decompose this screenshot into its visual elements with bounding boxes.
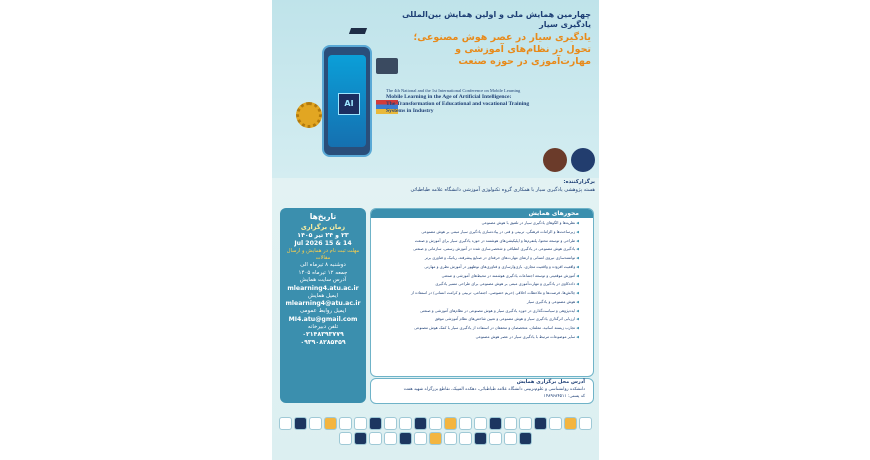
list-item: ◀ آموزش موقعیتی و توسعه اجتماعات یادگیری هوشمند در محیط‌های آموزشی و صنعتی — [375, 272, 579, 281]
research-center-logo — [543, 148, 567, 172]
website-label: آدرس سایت همایش — [299, 277, 347, 283]
list-item: ◀ طراحی و توسعه محتوا، پلتفرم‌ها و اپلیکیشن‌های هوشمند در حوزه یادگیری سیار برای آموزش و صنعت — [375, 237, 579, 246]
topics-heading: محورهای همایش — [371, 209, 593, 218]
hero-banner — [272, 0, 599, 178]
title-persian — [371, 4, 591, 68]
sponsor-logo — [384, 432, 397, 445]
sponsor-logo — [354, 432, 367, 445]
conference-poster — [272, 0, 599, 460]
list-item: ◀ چالش‌ها، فرصت‌ها و ملاحظات اخلاقی (حریم خصوصی، اجتماعی، تربیتی و کرامت انسانی) در استفاده از — [375, 289, 579, 298]
event-time-label: زمان برگزاری — [300, 223, 346, 231]
sponsor-logo — [369, 432, 382, 445]
sponsor-logo — [369, 417, 382, 430]
list-item: ◀ زیرساخت‌ها و الزامات فرهنگی، تربیتی و فنی در پیاده‌سازی یادگیری سیار مبتنی بر هوش مصنوعی — [375, 228, 579, 237]
list-item: ◀ ارزیابی اثرگذاری یادگیری سیار و هوش مصنوعی و تعیین شاخص‌های نظام آموزشی موفق — [375, 315, 579, 324]
list-item: ◀ نظریه‌ها و الگوهای یادگیری سیار در تلفیق با هوش مصنوعی — [375, 219, 579, 228]
title-english — [386, 88, 591, 115]
sponsor-logo — [294, 417, 307, 430]
list-item: ◀ ایده‌پژوهی و سیاست‌گذاری در حوزه یادگیری سیار و هوش مصنوعی در نظام‌های آموزشی و صنعتی — [375, 307, 579, 316]
title-en-line1: The 4th National and the 1st International Conference on Mobile Learning — [386, 88, 521, 93]
venue-box — [370, 378, 594, 404]
sponsor-logo — [429, 417, 442, 430]
sponsor-logo — [519, 417, 532, 430]
sponsor-logo — [324, 417, 337, 430]
deadline-end: جمعه ۱۲ تیرماه ۱۴۰۵ — [298, 269, 348, 276]
dates-heading: تاریخ‌ها — [309, 212, 337, 221]
sponsor-logo — [399, 432, 412, 445]
event-date-fa: ۲۳ و ۲۴ تیر ۱۴۰۵ — [297, 232, 349, 239]
topics-list — [371, 218, 593, 342]
title-en-line4: Systems in Industry — [386, 108, 434, 114]
deadline-note: مهلت ثبت نام در همایش و ارسال مقالات — [286, 248, 360, 261]
sponsor-logo — [414, 417, 427, 430]
ai-chip-icon: AI — [338, 93, 360, 115]
list-item: ◀ سایر موضوعات مرتبط با یادگیری سیار در عصر هوش مصنوعی — [375, 333, 579, 342]
sponsor-logo — [534, 417, 547, 430]
sponsor-logo — [579, 417, 592, 430]
phone-number-2: ۰۹۳۹۰۸۲۸۵۴۵۹ — [300, 339, 346, 346]
sponsor-logo — [504, 417, 517, 430]
organizer-value: هسته پژوهشی یادگیری سیار با همکاری گروه تکنولوژی آموزشی دانشگاه علامه طباطبائی — [410, 187, 595, 193]
event-date-en: 14 & 15 Jul 2026 — [294, 240, 352, 247]
topics-panel — [370, 208, 594, 377]
university-logo — [571, 148, 595, 172]
email-label: ایمیل همایش — [307, 292, 339, 299]
organizer-section — [276, 178, 595, 194]
sponsor-logo — [384, 417, 397, 430]
list-item: ◀ هوش مصنوعی و یادگیری سیار — [375, 298, 579, 307]
website-link[interactable]: mlearning4.atu.ac.ir — [287, 284, 359, 292]
smartphone-illustration — [322, 45, 372, 157]
graduation-cap-icon — [349, 28, 367, 34]
title-fa-line1: چهارمین همایش ملی و اولین همایش بین‌المللی یادگیری سیار — [402, 10, 591, 29]
title-fa-line4: مهارت‌آموزی در حوزه صنعت — [458, 56, 591, 67]
list-item: ◀ یادگیری هوش مصنوعی در یادگیری انطباقی و شخصی‌سازی شده در آموزش رسمی، سازمانی و صنعتی — [375, 245, 579, 254]
sponsor-logo — [354, 417, 367, 430]
venue-address: دانشکده روانشناسی و علوم‌تربیتی دانشگاه علامه طباطبائی، دهکده المپیک، تقاطع بزرگراه شهید همت — [403, 387, 585, 392]
venue-postal-code: کد پستی: ۱۴۸۹۶۸۴۵۱۱ — [543, 394, 585, 399]
sponsor-logo — [459, 417, 472, 430]
email-link[interactable]: mlearning4@atu.ac.ir — [285, 300, 361, 307]
sponsor-logo — [309, 417, 322, 430]
venue-label: آدرس محل برگزاری همایش — [516, 379, 585, 385]
sponsor-logo — [519, 432, 532, 445]
sponsor-logo — [459, 432, 472, 445]
sponsor-logo — [444, 417, 457, 430]
list-item: ◀ داده‌کاوی در یادگیری و مهارت‌آموزی مبتنی بر هوش مصنوعی برای طراحی مسیر یادگیری — [375, 280, 579, 289]
deadline-start: دوشنبه ۸ تیرماه الی — [300, 262, 346, 268]
sponsor-logo — [474, 432, 487, 445]
title-fa-line2: یادگیری سیار در عصر هوش مصنوعی؛ — [413, 32, 591, 43]
list-item: ◀ واقعیت افزوده و واقعیت مجازی، بازی‌وارسازی و فناوری‌های نوظهور در آموزش نظری و مهارتی — [375, 263, 579, 272]
sponsor-logo — [444, 432, 457, 445]
sponsor-logo — [549, 417, 562, 430]
sponsor-logo — [339, 432, 352, 445]
sponsor-logo — [414, 432, 427, 445]
dates-panel — [280, 208, 366, 403]
title-en-line3: The Transformation of Educational and vocational Training — [386, 101, 530, 107]
pr-email-label: ایمیل روابط عمومی — [300, 308, 346, 314]
pr-email-link[interactable]: MI4.atu@gmail.com — [288, 315, 358, 323]
phone-number-1: ۰۲۱۴۸۳۹۳۷۷۹ — [302, 331, 344, 338]
sponsor-logo — [429, 432, 442, 445]
sponsor-logos-row — [278, 406, 593, 456]
sponsor-logo — [339, 417, 352, 430]
sponsor-logo — [474, 417, 487, 430]
gear-icon — [296, 102, 322, 128]
sponsor-logo — [279, 417, 292, 430]
sponsor-logo — [564, 417, 577, 430]
sponsor-logo — [399, 417, 412, 430]
title-en-line2: Mobile Learning in the Age of Artificial Intelligence: — [386, 94, 512, 100]
list-item: ◀ توانمندسازی نیروی انسانی و ارتقای مهارت‌های حرفه‌ای در صنایع پیشرفته، رباتیک و فناوری برتر — [375, 254, 579, 263]
title-fa-line3: تحول در نظام‌های آموزشی و — [455, 44, 591, 55]
phone-screen — [328, 55, 366, 147]
sponsor-logo — [504, 432, 517, 445]
organizer-label: برگزارکننده: — [563, 179, 595, 185]
sponsor-logo — [489, 432, 502, 445]
sponsor-logo — [489, 417, 502, 430]
list-item: ◀ تجارب زیسته اساتید، معلمان، متخصصان و محققان در استفاده از یادگیری سیار با کمک هوش مصنوعی — [375, 324, 579, 333]
phone-label: تلفن دبیرخانه — [307, 323, 339, 330]
